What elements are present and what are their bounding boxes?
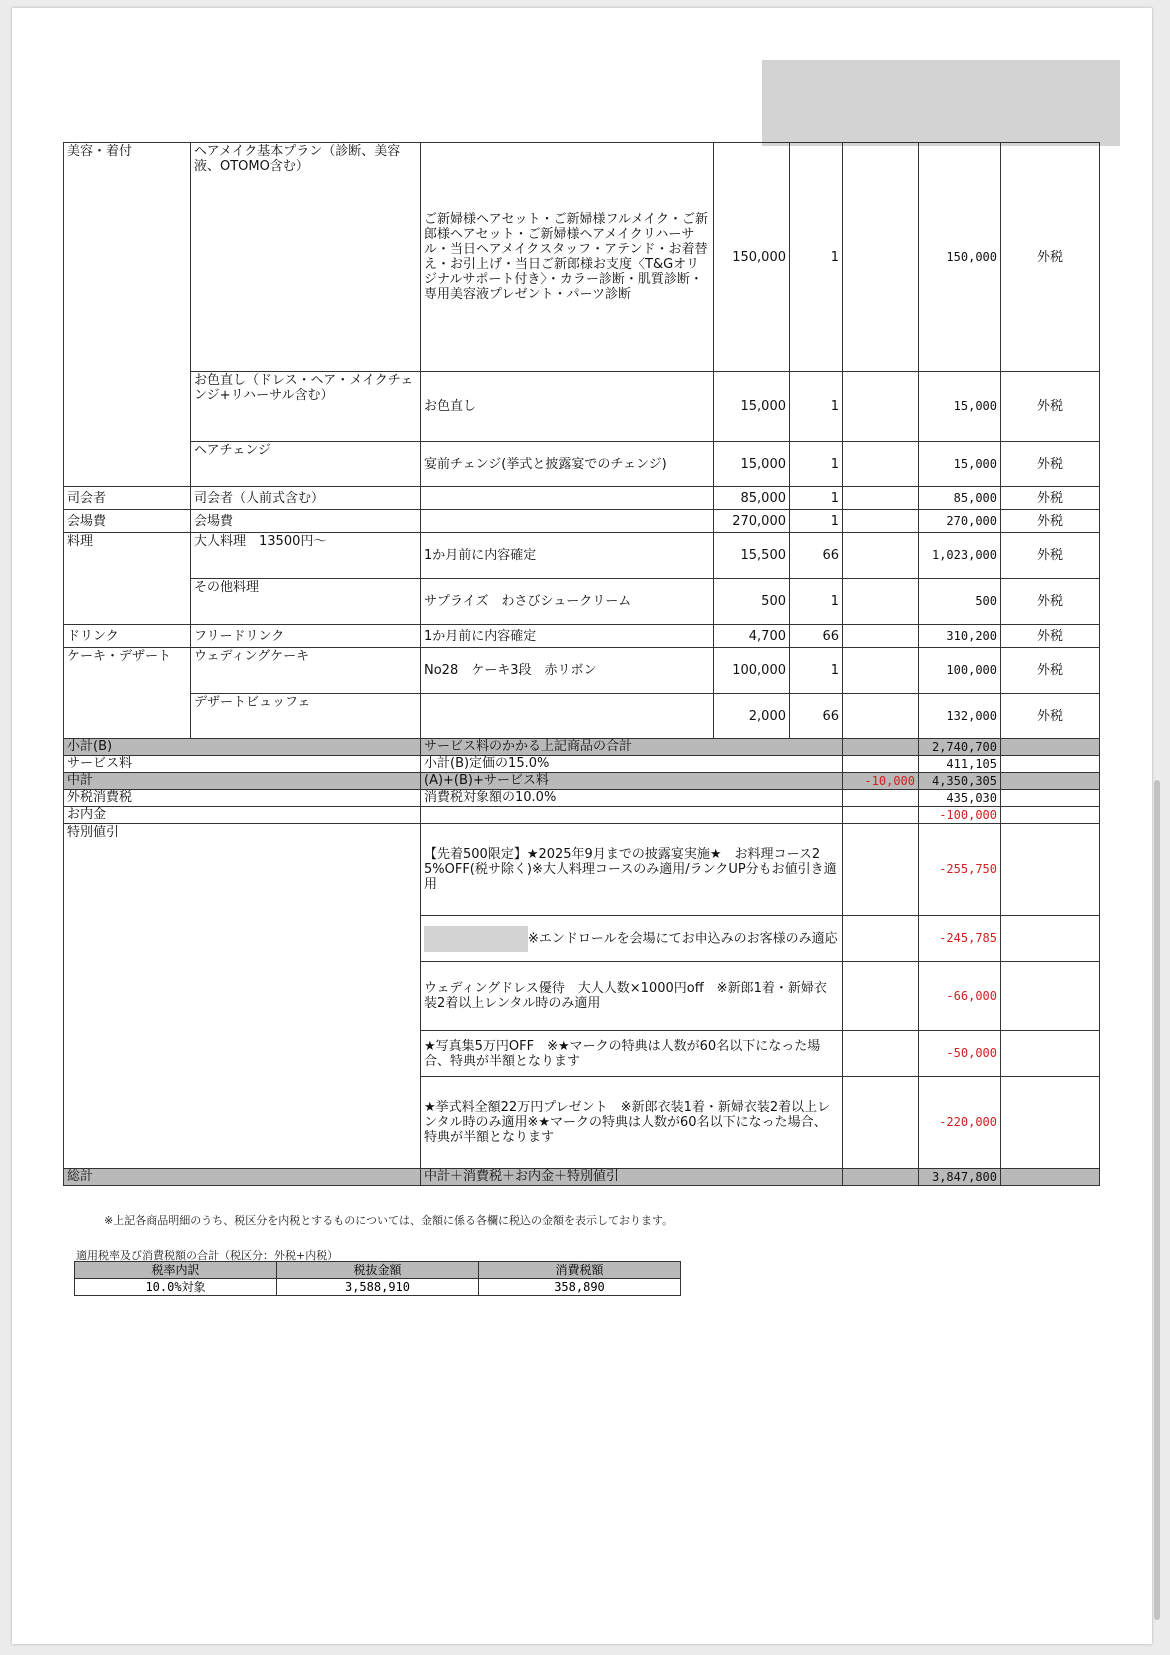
- tax-row: [75, 1279, 681, 1296]
- unit-price: 150,000: [714, 143, 790, 372]
- tax-excluded-amount: 3,588,910: [277, 1279, 479, 1296]
- empty-cell: [1001, 1077, 1100, 1169]
- item-description: [421, 510, 714, 533]
- discount-description: ★写真集5万円OFF ※★マークの特典は人数が60名以下になった場合、特典が半額となります: [421, 1031, 843, 1077]
- amount: 132,000: [919, 694, 1001, 739]
- tax-header: 税抜金額: [277, 1262, 479, 1279]
- item-description: [421, 487, 714, 510]
- empty-cell: [843, 648, 919, 694]
- item-description: 1か月前に内容確定: [421, 533, 714, 579]
- item-name: その他料理: [191, 579, 421, 625]
- subtotal-row: [64, 739, 1100, 756]
- empty-cell: [843, 1031, 919, 1077]
- summary-amount: 4,350,305: [919, 773, 1001, 790]
- quantity: 66: [790, 694, 843, 739]
- empty-cell: [843, 790, 919, 807]
- empty-cell: [843, 487, 919, 510]
- empty-cell: [1001, 1031, 1100, 1077]
- tax-type: 外税: [1001, 510, 1100, 533]
- tax-type: 外税: [1001, 487, 1100, 510]
- unit-price: 100,000: [714, 648, 790, 694]
- quantity: 1: [790, 143, 843, 372]
- redacted-block: [424, 926, 528, 952]
- amount: 270,000: [919, 510, 1001, 533]
- empty-cell: [843, 962, 919, 1031]
- summary-label: サービス料: [64, 756, 421, 773]
- empty-cell: [1001, 1169, 1100, 1186]
- tax-type: 外税: [1001, 694, 1100, 739]
- quantity: 66: [790, 533, 843, 579]
- amount: 15,000: [919, 372, 1001, 442]
- item-name: デザートビュッフェ: [191, 694, 421, 739]
- item-description: [421, 694, 714, 739]
- discount-description: ※エンドロールを会場にてお申込みのお客様のみ適応: [528, 931, 838, 946]
- quantity: 1: [790, 372, 843, 442]
- tax-amount: 358,890: [479, 1279, 681, 1296]
- summary-label: 総計: [64, 1169, 421, 1186]
- service-fee-row: [64, 756, 1100, 773]
- amount: 500: [919, 579, 1001, 625]
- tax-type: 外税: [1001, 648, 1100, 694]
- table-row: [64, 579, 1100, 625]
- category-cell: ケーキ・デザート: [64, 648, 191, 739]
- empty-cell: [843, 824, 919, 916]
- category-cell: 料理: [64, 533, 191, 625]
- amount: 1,023,000: [919, 533, 1001, 579]
- discount-row: [64, 824, 1100, 916]
- unit-price: 2,000: [714, 694, 790, 739]
- tax-type: 外税: [1001, 442, 1100, 487]
- tax-type: 外税: [1001, 372, 1100, 442]
- tax-rate: 10.0%対象: [75, 1279, 277, 1296]
- summary-description: サービス料のかかる上記商品の合計: [421, 739, 843, 756]
- empty-cell: [1001, 790, 1100, 807]
- empty-cell: [843, 916, 919, 962]
- amount: 150,000: [919, 143, 1001, 372]
- summary-amount: 2,740,700: [919, 739, 1001, 756]
- tax-table-title: 適用税率及び消費税額の合計（税区分：外税+内税）: [76, 1249, 339, 1262]
- consumption-tax-row: [64, 790, 1100, 807]
- empty-cell: [1001, 739, 1100, 756]
- tax-type: 外税: [1001, 579, 1100, 625]
- item-name: 司会者（人前式含む）: [191, 487, 421, 510]
- category-cell: 美容・着付: [64, 143, 191, 487]
- table-row: [64, 143, 1100, 372]
- quantity: 1: [790, 648, 843, 694]
- tax-type: 外税: [1001, 533, 1100, 579]
- discount-amount: -220,000: [919, 1077, 1001, 1169]
- item-name: 大人料理 13500円〜: [191, 533, 421, 579]
- item-description: お色直し: [421, 372, 714, 442]
- item-name: ヘアメイク基本プラン（診断、美容液、OTOMO含む）: [191, 143, 421, 372]
- discount-description-cell: [421, 916, 843, 962]
- tax-header: 消費税額: [479, 1262, 681, 1279]
- summary-label: 小計(B): [64, 739, 421, 756]
- unit-price: 85,000: [714, 487, 790, 510]
- item-name: 会場費: [191, 510, 421, 533]
- unit-price: 15,000: [714, 442, 790, 487]
- table-row: [64, 372, 1100, 442]
- empty-cell: [843, 510, 919, 533]
- tax-type: 外税: [1001, 625, 1100, 648]
- summary-description: (A)+(B)+サービス料: [421, 773, 843, 790]
- tax-type: 外税: [1001, 143, 1100, 372]
- redacted-block: [762, 60, 1120, 146]
- summary-description: 中計＋消費税＋お内金＋特別値引: [421, 1169, 843, 1186]
- empty-cell: [1001, 773, 1100, 790]
- table-row: [64, 533, 1100, 579]
- discount-amount: -255,750: [919, 824, 1001, 916]
- discount-description: ウェディングドレス優待 大人人数×1000円off ※新郎1着・新婦衣装2着以上レンタル時のみ適用: [421, 962, 843, 1031]
- summary-description: [421, 807, 843, 824]
- summary-label: お内金: [64, 807, 421, 824]
- discount-amount: -245,785: [919, 916, 1001, 962]
- summary-amount: 411,105: [919, 756, 1001, 773]
- amount: 85,000: [919, 487, 1001, 510]
- table-row: [64, 694, 1100, 739]
- midtotal-row: [64, 773, 1100, 790]
- tax-header: 税率内訳: [75, 1262, 277, 1279]
- empty-cell: [843, 372, 919, 442]
- item-name: ウェディングケーキ: [191, 648, 421, 694]
- quantity: 1: [790, 510, 843, 533]
- amount: 100,000: [919, 648, 1001, 694]
- table-row: [64, 487, 1100, 510]
- footnote: ※上記各商品明細のうち、税区分を内税とするものについては、金額に係る各欄に税込の金額を表示しております。: [104, 1214, 674, 1227]
- empty-cell: [843, 143, 919, 372]
- empty-cell: [843, 533, 919, 579]
- empty-cell: [1001, 916, 1100, 962]
- item-description: No28 ケーキ3段 赤リボン: [421, 648, 714, 694]
- discount-amount: -50,000: [919, 1031, 1001, 1077]
- category-cell: ドリンク: [64, 625, 191, 648]
- empty-cell: [1001, 756, 1100, 773]
- tax-summary-table: [74, 1261, 681, 1296]
- discount-description: 【先着500限定】★2025年9月までの披露宴実施★ お料理コース25%OFF(税サ除く)※大人料理コースのみ適用/ランクUP分もお値引き適用: [421, 824, 843, 916]
- invoice-page: [12, 8, 1152, 1644]
- table-row: [64, 625, 1100, 648]
- midtotal-discount: -10,000: [843, 773, 919, 790]
- deposit-row: [64, 807, 1100, 824]
- table-row: [64, 510, 1100, 533]
- empty-cell: [843, 739, 919, 756]
- unit-price: 270,000: [714, 510, 790, 533]
- table-row: [64, 648, 1100, 694]
- item-description: ご新婦様ヘアセット・ご新婦様フルメイク・ご新郎様ヘアセット・ご新婦様ヘアメイクリハーサル・当日ヘアメイクスタッフ・アテンド・お着替え・お引上げ・当日ご新郎様お支度〈T&Gオリジナルサポート付き〉・カラー診断・肌質診断・専用美容液プレゼント・パーツ診断: [421, 143, 714, 372]
- summary-description: 消費税対象額の10.0%: [421, 790, 843, 807]
- item-description: 1か月前に内容確定: [421, 625, 714, 648]
- discount-amount: -66,000: [919, 962, 1001, 1031]
- amount: 310,200: [919, 625, 1001, 648]
- grand-total-amount: 3,847,800: [919, 1169, 1001, 1186]
- empty-cell: [843, 807, 919, 824]
- quantity: 1: [790, 487, 843, 510]
- item-description: サプライズ わさびシュークリーム: [421, 579, 714, 625]
- summary-label: 外税消費税: [64, 790, 421, 807]
- summary-description: 小計(B)定価の15.0%: [421, 756, 843, 773]
- empty-cell: [1001, 962, 1100, 1031]
- empty-cell: [843, 625, 919, 648]
- category-cell: 司会者: [64, 487, 191, 510]
- unit-price: 15,500: [714, 533, 790, 579]
- item-name: フリードリンク: [191, 625, 421, 648]
- empty-cell: [843, 1169, 919, 1186]
- item-name: お色直し（ドレス・ヘア・メイクチェンジ+リハーサル含む）: [191, 372, 421, 442]
- empty-cell: [1001, 824, 1100, 916]
- empty-cell: [843, 694, 919, 739]
- unit-price: 4,700: [714, 625, 790, 648]
- empty-cell: [1001, 807, 1100, 824]
- table-row: [64, 442, 1100, 487]
- empty-cell: [843, 1077, 919, 1169]
- unit-price: 500: [714, 579, 790, 625]
- grand-total-row: [64, 1169, 1100, 1186]
- amount: 15,000: [919, 442, 1001, 487]
- summary-amount: 435,030: [919, 790, 1001, 807]
- category-cell: 会場費: [64, 510, 191, 533]
- item-description: 宴前チェンジ(挙式と披露宴でのチェンジ): [421, 442, 714, 487]
- summary-amount: -100,000: [919, 807, 1001, 824]
- scrollbar[interactable]: [1154, 780, 1160, 1620]
- summary-label: 中計: [64, 773, 421, 790]
- empty-cell: [843, 756, 919, 773]
- empty-cell: [843, 579, 919, 625]
- quantity: 66: [790, 625, 843, 648]
- quantity: 1: [790, 579, 843, 625]
- line-items-table: [63, 142, 1100, 1186]
- item-name: ヘアチェンジ: [191, 442, 421, 487]
- discount-description: ★挙式料全額22万円プレゼント ※新郎衣装1着・新婦衣装2着以上レンタル時のみ適用※★マークの特典は人数が60名以下になった場合、特典が半額となります: [421, 1077, 843, 1169]
- summary-label: 特別値引: [64, 824, 421, 1169]
- quantity: 1: [790, 442, 843, 487]
- empty-cell: [843, 442, 919, 487]
- unit-price: 15,000: [714, 372, 790, 442]
- tax-header-row: [75, 1262, 681, 1279]
